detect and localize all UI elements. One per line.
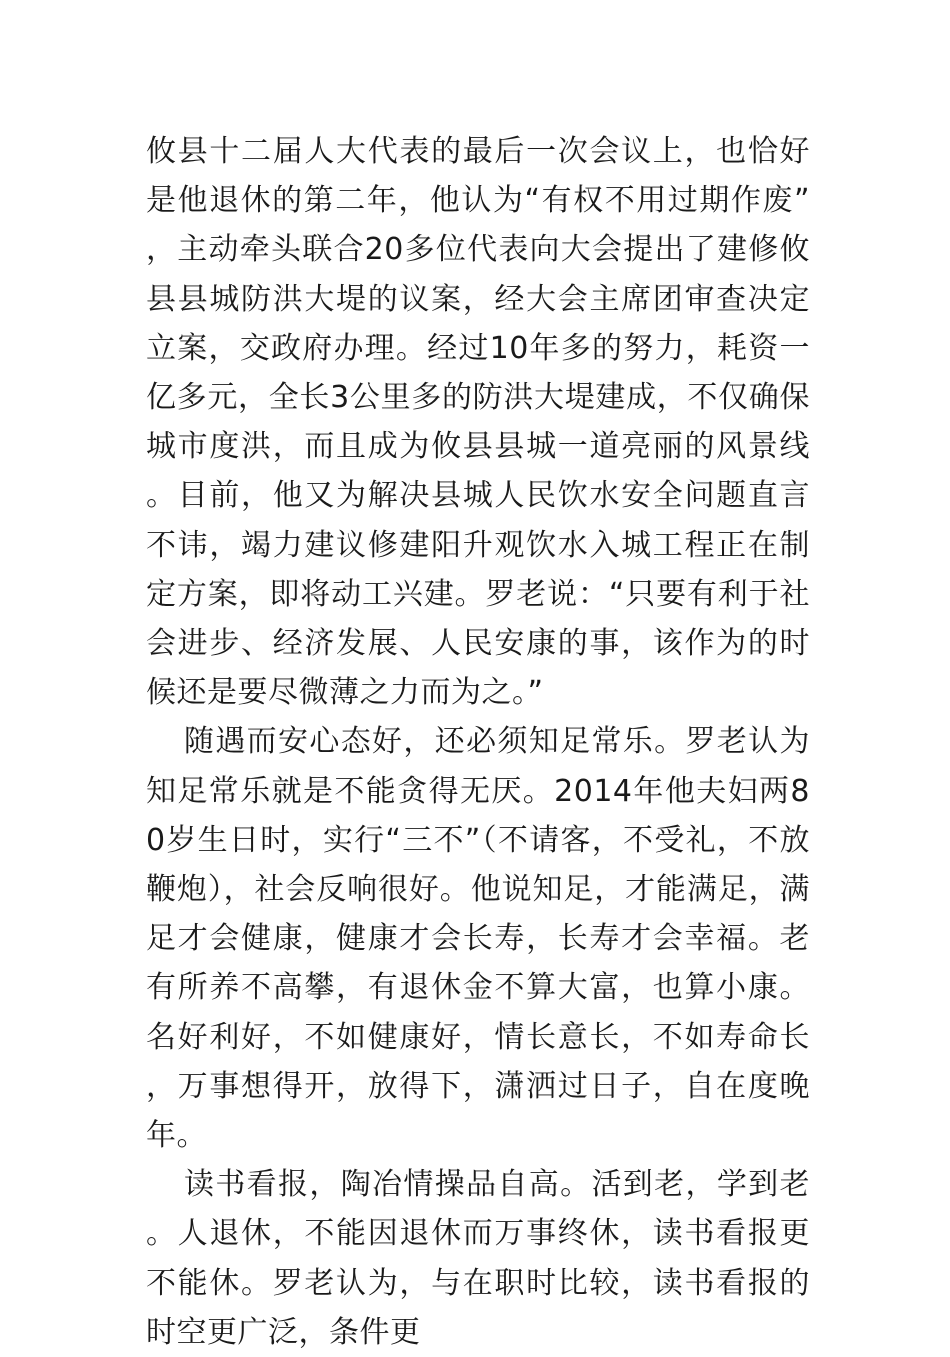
paragraph-1: 攸县十二届人大代表的最后一次会议上，也恰好是他退休的第二年，他认为“有权不用过期作废”，主动牵头联合20多位代表向大会提出了建修攸县县城防洪大堤的议案，经大会主席团审查决定立案，交政府办理。经过10年多的努力，耗资一亿多元，全长3公里多的防洪大堤建成，不仅确保城市度洪，而且成为攸县县城一道亮丽的风景线。目前，他又为解决县城人民饮水安全问题直言不讳，竭力建议修建阳升观饮水入城工程正在制定方案，即将动工兴建。罗老说：“只要有利于社会进步、经济发展、人民安康的事，该作为的时候还是要尽微薄之力而为之。”: [146, 134, 810, 711]
paragraph-3: 读书看报，陶冶情操品自高。活到老，学到老。人退休，不能因退休而万事终休，读书看报更不能休。罗老认为，与在职时比较，读书看报的时空更广泛，条件更: [146, 1167, 810, 1350]
document-page: [146, 127, 810, 1357]
paragraph-2: 随遇而安心态好，还必须知足常乐。罗老认为知足常乐就是不能贪得无厌。2014年他夫妇两80岁生日时，实行“三不”（不请客，不受礼，不放鞭炮），社会反响很好。他说知足，才能满足，满足才会健康，健康才会长寿，长寿才会幸福。老有所养不高攀，有退休金不算大富，也算小康。名好利好，不如健康好，情长意长，不如寿命长，万事想得开，放得下，潇洒过日子，自在度晚年。: [146, 724, 810, 1154]
